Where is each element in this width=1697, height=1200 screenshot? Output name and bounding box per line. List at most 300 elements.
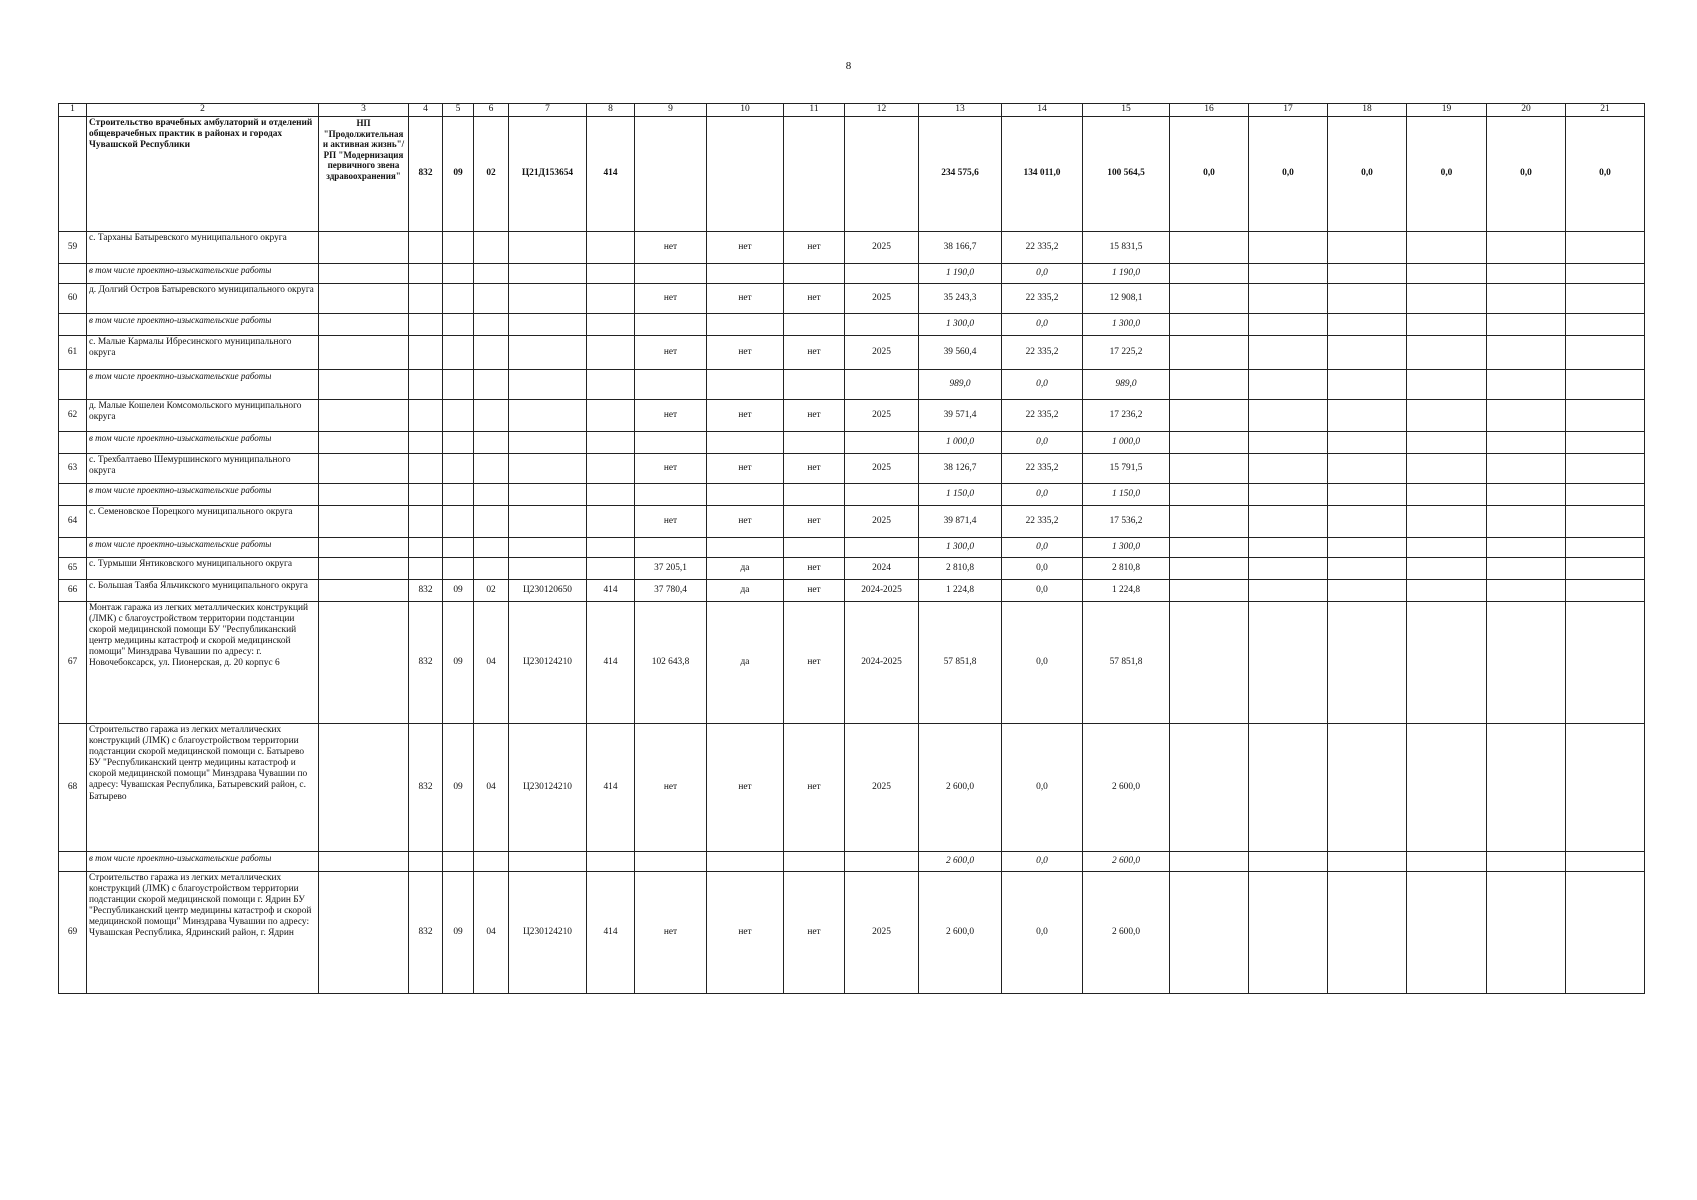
program-name (319, 602, 409, 724)
value-cell: нет (707, 336, 784, 370)
column-number: 18 (1328, 104, 1407, 117)
value-cell: нет (707, 284, 784, 314)
value-cell (1407, 370, 1487, 400)
value-cell: 832 (409, 724, 443, 852)
value-cell (1249, 872, 1328, 994)
row-number (59, 484, 87, 506)
value-cell (409, 484, 443, 506)
table-row (59, 336, 1645, 370)
value-cell (443, 314, 474, 336)
value-cell (1249, 232, 1328, 264)
object-name: в том числе проектно-изыскательские работы (87, 484, 319, 506)
value-cell (474, 400, 509, 432)
value-cell (509, 314, 587, 336)
value-cell (443, 454, 474, 484)
value-cell (845, 852, 919, 872)
value-cell (1170, 580, 1249, 602)
value-cell: 1 000,0 (1083, 432, 1170, 454)
value-cell: 04 (474, 872, 509, 994)
value-cell (587, 400, 635, 432)
table-row (59, 872, 1645, 994)
value-cell (1566, 558, 1645, 580)
value-cell (1487, 314, 1566, 336)
value-cell (845, 117, 919, 232)
value-cell: 989,0 (1083, 370, 1170, 400)
value-cell (1170, 872, 1249, 994)
value-cell (1407, 538, 1487, 558)
value-cell (1487, 506, 1566, 538)
value-cell (1487, 724, 1566, 852)
value-cell (409, 336, 443, 370)
value-cell: 37 780,4 (635, 580, 707, 602)
value-cell: 17 536,2 (1083, 506, 1170, 538)
value-cell: 2024 (845, 558, 919, 580)
value-cell (1328, 432, 1407, 454)
value-cell (1170, 558, 1249, 580)
value-cell: 22 335,2 (1002, 284, 1083, 314)
value-cell (1328, 484, 1407, 506)
value-cell (1170, 400, 1249, 432)
value-cell (1170, 284, 1249, 314)
row-number (59, 264, 87, 284)
value-cell: 0,0 (1002, 724, 1083, 852)
value-cell (1566, 432, 1645, 454)
value-cell (1170, 484, 1249, 506)
row-number: 60 (59, 284, 87, 314)
value-cell: 2 600,0 (1083, 724, 1170, 852)
value-cell: 1 150,0 (919, 484, 1002, 506)
value-cell (587, 264, 635, 284)
program-name (319, 232, 409, 264)
value-cell (509, 370, 587, 400)
column-number: 3 (319, 104, 409, 117)
value-cell: нет (784, 284, 845, 314)
value-cell (509, 506, 587, 538)
value-cell (635, 484, 707, 506)
value-cell: 04 (474, 724, 509, 852)
value-cell (784, 264, 845, 284)
value-cell (443, 264, 474, 284)
table-row (59, 558, 1645, 580)
program-name (319, 400, 409, 432)
value-cell (1170, 724, 1249, 852)
value-cell (1566, 264, 1645, 284)
value-cell (1566, 370, 1645, 400)
value-cell: 0,0 (1002, 264, 1083, 284)
value-cell (707, 117, 784, 232)
value-cell (1566, 314, 1645, 336)
value-cell: 2 600,0 (919, 872, 1002, 994)
value-cell (1566, 454, 1645, 484)
value-cell: 832 (409, 872, 443, 994)
value-cell (1328, 336, 1407, 370)
value-cell (1566, 284, 1645, 314)
value-cell (1328, 454, 1407, 484)
value-cell (587, 852, 635, 872)
value-cell (474, 454, 509, 484)
value-cell: да (707, 558, 784, 580)
value-cell (1328, 506, 1407, 538)
table-row (59, 400, 1645, 432)
value-cell (1487, 264, 1566, 284)
value-cell (1328, 400, 1407, 432)
column-number: 16 (1170, 104, 1249, 117)
value-cell (587, 506, 635, 538)
value-cell: 02 (474, 117, 509, 232)
program-name (319, 454, 409, 484)
column-number: 6 (474, 104, 509, 117)
value-cell (443, 558, 474, 580)
column-number: 20 (1487, 104, 1566, 117)
value-cell: 832 (409, 117, 443, 232)
value-cell (474, 538, 509, 558)
row-number: 66 (59, 580, 87, 602)
program-name (319, 484, 409, 506)
value-cell: 0,0 (1002, 432, 1083, 454)
row-number (59, 852, 87, 872)
value-cell (1487, 336, 1566, 370)
value-cell: 22 335,2 (1002, 454, 1083, 484)
value-cell: 2025 (845, 454, 919, 484)
value-cell (1566, 872, 1645, 994)
value-cell (1249, 454, 1328, 484)
value-cell (509, 852, 587, 872)
table-row (59, 117, 1645, 232)
object-name: д. Долгий Остров Батыревского муниципального округа (87, 284, 319, 314)
object-name: в том числе проектно-изыскательские работы (87, 432, 319, 454)
value-cell: нет (635, 232, 707, 264)
value-cell (1170, 538, 1249, 558)
value-cell (409, 454, 443, 484)
value-cell: 38 126,7 (919, 454, 1002, 484)
value-cell (1328, 580, 1407, 602)
value-cell (1487, 484, 1566, 506)
value-cell: 09 (443, 580, 474, 602)
value-cell: 09 (443, 117, 474, 232)
value-cell (1407, 506, 1487, 538)
program-name (319, 580, 409, 602)
program-name (319, 336, 409, 370)
value-cell: нет (707, 506, 784, 538)
value-cell: 04 (474, 602, 509, 724)
value-cell (443, 432, 474, 454)
value-cell: 39 571,4 (919, 400, 1002, 432)
table-row (59, 724, 1645, 852)
object-name: в том числе проектно-изыскательские работы (87, 852, 319, 872)
value-cell: нет (635, 724, 707, 852)
value-cell (1249, 602, 1328, 724)
object-name: в том числе проектно-изыскательские работы (87, 538, 319, 558)
value-cell (707, 264, 784, 284)
object-name: с. Малые Кармалы Ибресинского муниципального округа (87, 336, 319, 370)
value-cell (1407, 872, 1487, 994)
value-cell (1328, 538, 1407, 558)
row-number (59, 117, 87, 232)
row-number: 64 (59, 506, 87, 538)
value-cell: 1 300,0 (919, 538, 1002, 558)
value-cell: 37 205,1 (635, 558, 707, 580)
value-cell: Ц230120650 (509, 580, 587, 602)
investment-table (58, 103, 1645, 994)
value-cell (409, 558, 443, 580)
value-cell: Ц21Д153654 (509, 117, 587, 232)
value-cell (845, 484, 919, 506)
program-name (319, 264, 409, 284)
value-cell: 0,0 (1566, 117, 1645, 232)
row-number: 67 (59, 602, 87, 724)
value-cell: да (707, 580, 784, 602)
value-cell (784, 314, 845, 336)
value-cell: 38 166,7 (919, 232, 1002, 264)
row-number: 61 (59, 336, 87, 370)
column-number: 21 (1566, 104, 1645, 117)
value-cell (635, 852, 707, 872)
value-cell (474, 336, 509, 370)
value-cell (1170, 336, 1249, 370)
value-cell (845, 264, 919, 284)
value-cell: 22 335,2 (1002, 400, 1083, 432)
value-cell: 15 831,5 (1083, 232, 1170, 264)
object-name: в том числе проектно-изыскательские работы (87, 370, 319, 400)
value-cell (509, 432, 587, 454)
value-cell (409, 400, 443, 432)
value-cell: 0,0 (1002, 602, 1083, 724)
value-cell (1566, 336, 1645, 370)
value-cell (509, 454, 587, 484)
value-cell (587, 284, 635, 314)
value-cell: 414 (587, 602, 635, 724)
value-cell (474, 264, 509, 284)
value-cell: нет (784, 602, 845, 724)
value-cell: 414 (587, 872, 635, 994)
value-cell: 2025 (845, 872, 919, 994)
column-number: 5 (443, 104, 474, 117)
value-cell (587, 484, 635, 506)
value-cell (635, 314, 707, 336)
row-number (59, 314, 87, 336)
column-number: 2 (87, 104, 319, 117)
value-cell: 22 335,2 (1002, 232, 1083, 264)
value-cell (1170, 602, 1249, 724)
value-cell (1328, 852, 1407, 872)
row-number (59, 432, 87, 454)
value-cell (509, 264, 587, 284)
value-cell (707, 538, 784, 558)
value-cell: 39 871,4 (919, 506, 1002, 538)
value-cell (1407, 314, 1487, 336)
value-cell (1249, 432, 1328, 454)
value-cell: нет (784, 336, 845, 370)
value-cell (409, 232, 443, 264)
object-name: в том числе проектно-изыскательские работы (87, 264, 319, 284)
value-cell (1407, 432, 1487, 454)
value-cell (474, 284, 509, 314)
value-cell (707, 484, 784, 506)
subtotal-row (59, 264, 1645, 284)
table-row (59, 454, 1645, 484)
column-number: 1 (59, 104, 87, 117)
value-cell: 2025 (845, 284, 919, 314)
row-number (59, 538, 87, 558)
value-cell (707, 370, 784, 400)
value-cell (1566, 538, 1645, 558)
value-cell (587, 432, 635, 454)
column-number: 13 (919, 104, 1002, 117)
value-cell (1566, 724, 1645, 852)
value-cell: 414 (587, 724, 635, 852)
value-cell (1487, 284, 1566, 314)
value-cell: 414 (587, 580, 635, 602)
value-cell (1487, 400, 1566, 432)
value-cell (409, 432, 443, 454)
value-cell (784, 852, 845, 872)
value-cell: нет (784, 400, 845, 432)
value-cell: 2024-2025 (845, 580, 919, 602)
column-number: 14 (1002, 104, 1083, 117)
value-cell (1487, 602, 1566, 724)
value-cell (635, 264, 707, 284)
row-number (59, 370, 87, 400)
object-name: в том числе проектно-изыскательские работы (87, 314, 319, 336)
object-name: Монтаж гаража из легких металлических конструкций (ЛМК) с благоустройством территории подстанции скорой медицинской помощи БУ "Республиканский центр медицины катастроф и скорой медицинской помощи" Минздрава Чувашии по адресу: г. Новочебоксарск, ул. Пионерская, д. 20 корпус 6 (87, 602, 319, 724)
program-name (319, 506, 409, 538)
value-cell (1407, 336, 1487, 370)
value-cell: нет (707, 400, 784, 432)
column-number: 17 (1249, 104, 1328, 117)
value-cell: 0,0 (1002, 314, 1083, 336)
value-cell (587, 454, 635, 484)
value-cell: нет (707, 232, 784, 264)
program-name (319, 538, 409, 558)
value-cell: 0,0 (1002, 484, 1083, 506)
value-cell (1249, 538, 1328, 558)
value-cell: 1 300,0 (1083, 538, 1170, 558)
value-cell (509, 400, 587, 432)
value-cell (1407, 264, 1487, 284)
value-cell (635, 432, 707, 454)
column-number: 12 (845, 104, 919, 117)
column-number: 4 (409, 104, 443, 117)
value-cell (1170, 314, 1249, 336)
value-cell (1566, 852, 1645, 872)
object-name: с. Семеновское Порецкого муниципального округа (87, 506, 319, 538)
value-cell (1407, 232, 1487, 264)
subtotal-row (59, 484, 1645, 506)
value-cell: 0,0 (1249, 117, 1328, 232)
value-cell: 2024-2025 (845, 602, 919, 724)
value-cell (474, 370, 509, 400)
value-cell (1328, 602, 1407, 724)
value-cell: нет (707, 724, 784, 852)
value-cell: 02 (474, 580, 509, 602)
program-name (319, 852, 409, 872)
value-cell: нет (707, 872, 784, 994)
value-cell: 414 (587, 117, 635, 232)
value-cell (509, 538, 587, 558)
value-cell: 100 564,5 (1083, 117, 1170, 232)
value-cell (587, 370, 635, 400)
value-cell (635, 117, 707, 232)
value-cell (474, 558, 509, 580)
row-number: 68 (59, 724, 87, 852)
value-cell: 17 225,2 (1083, 336, 1170, 370)
value-cell: 0,0 (1002, 370, 1083, 400)
value-cell (1487, 432, 1566, 454)
value-cell (1487, 538, 1566, 558)
value-cell: 1 190,0 (1083, 264, 1170, 284)
value-cell (707, 432, 784, 454)
value-cell: 2 810,8 (1083, 558, 1170, 580)
value-cell: 0,0 (1002, 558, 1083, 580)
value-cell (1170, 506, 1249, 538)
value-cell (1170, 454, 1249, 484)
column-number: 10 (707, 104, 784, 117)
object-name: с. Турмыши Янтиковского муниципального округа (87, 558, 319, 580)
value-cell: 0,0 (1407, 117, 1487, 232)
value-cell: 1 224,8 (1083, 580, 1170, 602)
value-cell (1170, 432, 1249, 454)
value-cell (587, 314, 635, 336)
value-cell (1249, 580, 1328, 602)
value-cell: 1 224,8 (919, 580, 1002, 602)
value-cell: нет (635, 454, 707, 484)
value-cell (635, 538, 707, 558)
value-cell (409, 538, 443, 558)
table-row (59, 506, 1645, 538)
value-cell: 09 (443, 872, 474, 994)
row-number: 59 (59, 232, 87, 264)
value-cell: нет (784, 232, 845, 264)
row-number: 65 (59, 558, 87, 580)
subtotal-row (59, 370, 1645, 400)
value-cell: 39 560,4 (919, 336, 1002, 370)
value-cell (1170, 370, 1249, 400)
value-cell (1407, 558, 1487, 580)
value-cell (1407, 454, 1487, 484)
value-cell: 0,0 (1002, 538, 1083, 558)
value-cell (1566, 484, 1645, 506)
value-cell: нет (784, 872, 845, 994)
row-number: 62 (59, 400, 87, 432)
value-cell: 57 851,8 (919, 602, 1002, 724)
value-cell: 0,0 (1002, 872, 1083, 994)
subtotal-row (59, 852, 1645, 872)
table-row (59, 232, 1645, 264)
value-cell (707, 314, 784, 336)
value-cell: нет (784, 724, 845, 852)
value-cell: да (707, 602, 784, 724)
value-cell (845, 432, 919, 454)
program-name (319, 432, 409, 454)
value-cell (1249, 336, 1328, 370)
value-cell (1407, 724, 1487, 852)
value-cell: 2 600,0 (919, 852, 1002, 872)
value-cell: 57 851,8 (1083, 602, 1170, 724)
value-cell (409, 314, 443, 336)
value-cell: 22 335,2 (1002, 506, 1083, 538)
value-cell (443, 506, 474, 538)
column-number: 11 (784, 104, 845, 117)
value-cell: 1 190,0 (919, 264, 1002, 284)
value-cell (1566, 506, 1645, 538)
value-cell (784, 432, 845, 454)
value-cell (474, 232, 509, 264)
value-cell: нет (635, 400, 707, 432)
value-cell (1328, 370, 1407, 400)
value-cell (1328, 284, 1407, 314)
value-cell (443, 232, 474, 264)
value-cell (509, 558, 587, 580)
